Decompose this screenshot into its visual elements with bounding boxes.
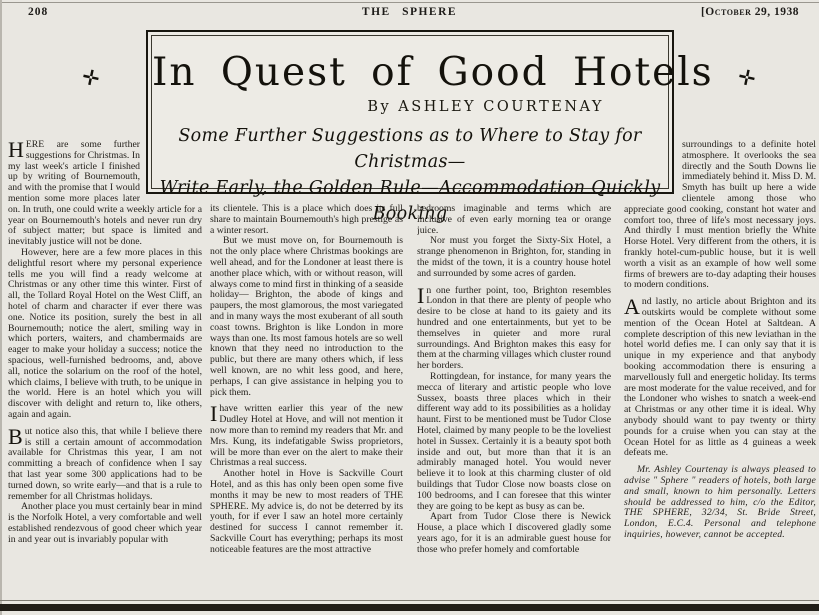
text-column-4	[624, 140, 816, 606]
text-column-1	[8, 140, 202, 606]
paragraph: surroundings to a definite hotel atmosphere. It overlooks the sea directly and the South Downs lie immediately behind it. Miss D. M. Smyth has built up here a wide clientele among those who appreciate good cooking, constant hot water and comfort too, three of life's most necessary joys. And thirdly I must mention briefly the White Horse Hotel. Very different from the others, it is frankly hotel-cum-public house, but it is well worth a visit as an example of how well some firms of brewers are to-day adapting their houses to modern conditions.	[624, 140, 816, 291]
drop-cap: I	[210, 401, 218, 427]
top-hairline	[0, 2, 819, 3]
paragraph: Rottingdean, for instance, for many years the mecca of literary and artistic people who love Sussex, boasts three places which in their different way add to its possibilities as a holiday haunt. First to be mentioned must be Tudor Close Hotel, claimed by many people to be the loveliest hotel in Sussex. Certainly it is a beauty spot both inside and out, but more than that it is an admirably managed hotel. You would never believe it to look at this charming cluster of old buildings that Tudor Close now boasts close on 100 bedrooms, and I can foresee that this winter they are going to be kept as busy as can be.	[417, 370, 611, 512]
page-header	[0, 6, 819, 24]
paragraph: But notice also this, that while I believe there is still a certain amount of accommodation available for Christmas this year, I am not committing a breach of confidence when I say that last year some 300 applications had to be turned down, so write early—and that is a rule to remember for all Christmas holidays.	[8, 423, 202, 502]
title-box-spacer	[140, 140, 202, 204]
article-title: In Quest of Good Hotels	[152, 50, 714, 95]
paragraph: its clientele. This is a place which does its full share to maintain Bournemouth's high prestige as a winter resort.	[210, 204, 403, 236]
masthead: THE SPHERE	[361, 6, 458, 18]
paragraph: But we must move on, for Bournemouth is not the only place where Christmas bookings are well ahead, and for the Londoner at least there is another place which, with or without reason, will always come to mind first in thinking of a seaside holiday— Brighton, the abode of kings and paupers, the most glamorous, the most variegated and in many ways the most exuberant of all south coast towns. Brighton is like London in more ways than one. Its most famous hotels are so well known that they need no introduction to the public, but there are many others which, if less well known, are no whit less good, and here, perhaps, I can give assistance in helping you to pick them.	[210, 235, 403, 398]
drop-cap: H	[8, 140, 24, 162]
text-column-2	[210, 204, 403, 607]
paragraph: However, here are a few more places in this delightful resort where my personal experience tells me you will find a ready welcome at Christmas or any other time this winter. First of all, the Tollard Royal Hotel on the West Cliff, an hotel of charm and character if ever there was one. Notice its position, surely the best in all Bournemouth; notice the alert, smiling way in which porters, waiters, and chambermaids are eager to make your holiday a success; notice the spacious, well-furnished bedrooms, and, above all, notice the solarium on the roof of the hotel, which claims, I believe with truth, to be unique in the world. Here is an hotel which you will discover with delight and return to, like others, again and again.	[8, 246, 202, 420]
paragraph: In one further point, too, Brighton resembles London in that there are plenty of people who desire to be close at hand to its gaiety and its hundred and one entertainments, but yet to be themselves in quieter and more rural surroundings. And Brighton makes this easy for them at the charming villages which cluster round her borders.	[417, 282, 611, 372]
drop-cap: B	[8, 423, 23, 449]
drop-cap: A	[624, 294, 640, 320]
subtitle-line-2: Write Early, the Golden Rule—Accommodation Quickly Booking	[159, 178, 661, 224]
page-number: 208	[28, 6, 49, 18]
subtitle-line-1: Some Further Suggestions as to Where to Stay for Christmas—	[178, 126, 642, 172]
text-column-3	[417, 204, 611, 607]
bottom-rule-thin	[0, 600, 819, 601]
paragraph: Another place you must certainly bear in mind is the Norfolk Hotel, a very comfortable and well established rendezvous of good cheer which year in and year out is invariably popular with	[8, 501, 202, 545]
paragraph: Another hotel in Hove is Sackville Court Hotel, and as this has only been open some five months it may be new to most readers of THE SPHERE. My advice is, do not be deterred by its youth, for if ever I saw an hotel more certainly destined for success I cannot remember it. Sackville Court has everything; perhaps its most noticeable features are the most attractive	[210, 468, 403, 555]
article-byline: By ASHLEY COURTENAY	[367, 99, 604, 115]
drop-cap: I	[417, 282, 425, 308]
bottom-rule-thick	[0, 604, 819, 611]
paragraph: HERE are some further suggestions for Christmas. In my last week's article I finished up by writing of Bournemouth, and with the promise that I would mention some more places later on. In truth, one could write a weekly article for a year on Bournemouth's hotels and never run dry of subject matter; but space is limited and inevitably justice will not be done.	[8, 140, 202, 248]
paragraph: And lastly, no article about Brighton and its outskirts would be complete without some mention of the Ocean Hotel at Saltdean. A complete description of this new leviathan in the hotel world defies me. I can only say that it is unique in my experience and that anybody booking accommodation there is ensuring a marvellously full and energetic holiday. Its terms are most moderate for the value received, and for the Londoner who wishes to snatch a week-end at Christmas or any other time it is ideal. Why anybody should want to pay twenty or thirty pounds for a cruise when you can stay at the Ocean Hotel for as little as 4 guineas a week defeats me.	[624, 294, 816, 459]
paragraph: Mr. Ashley Courtenay is always pleased to advise " Sphere " readers of hotels, both large and small, known to him personally. Letters should be addressed to him, c/o the Editor, THE SPHERE, 32/34, St. Bride Street, London, E.C.4. Personal and telephone inquiries, however, cannot be accepted.	[624, 464, 816, 540]
paragraph: I have written earlier this year of the new Dudley Hotel at Hove, and will not mention it now more than to remind my readers that Mr. and Mrs. Kung, its indefatigable Swiss proprietors, will be more than ever on the alert to make their Christmas a real success.	[210, 401, 403, 469]
paragraph: Nor must you forget the Sixty-Six Hotel, a strange phenomenon in Brighton, for, standing in the midst of the town, it is a country house hotel and surrounded by some acres of garden.	[417, 235, 611, 279]
title-box-spacer	[624, 140, 682, 204]
paragraph: bedrooms imaginable and terms which are inclusive of even early morning tea or orange juice.	[417, 204, 611, 236]
paragraph: Apart from Tudor Close there is Newick House, a place which I discovered gladly some years ago, for it is an admirable guest house for those who prefer homely and comfortable	[417, 511, 611, 555]
cross-ornament-icon: ✛	[735, 64, 758, 92]
cross-ornament-icon: ✛	[79, 64, 102, 92]
issue-date: [October 29, 1938	[700, 6, 799, 18]
scan-edge	[0, 0, 2, 615]
